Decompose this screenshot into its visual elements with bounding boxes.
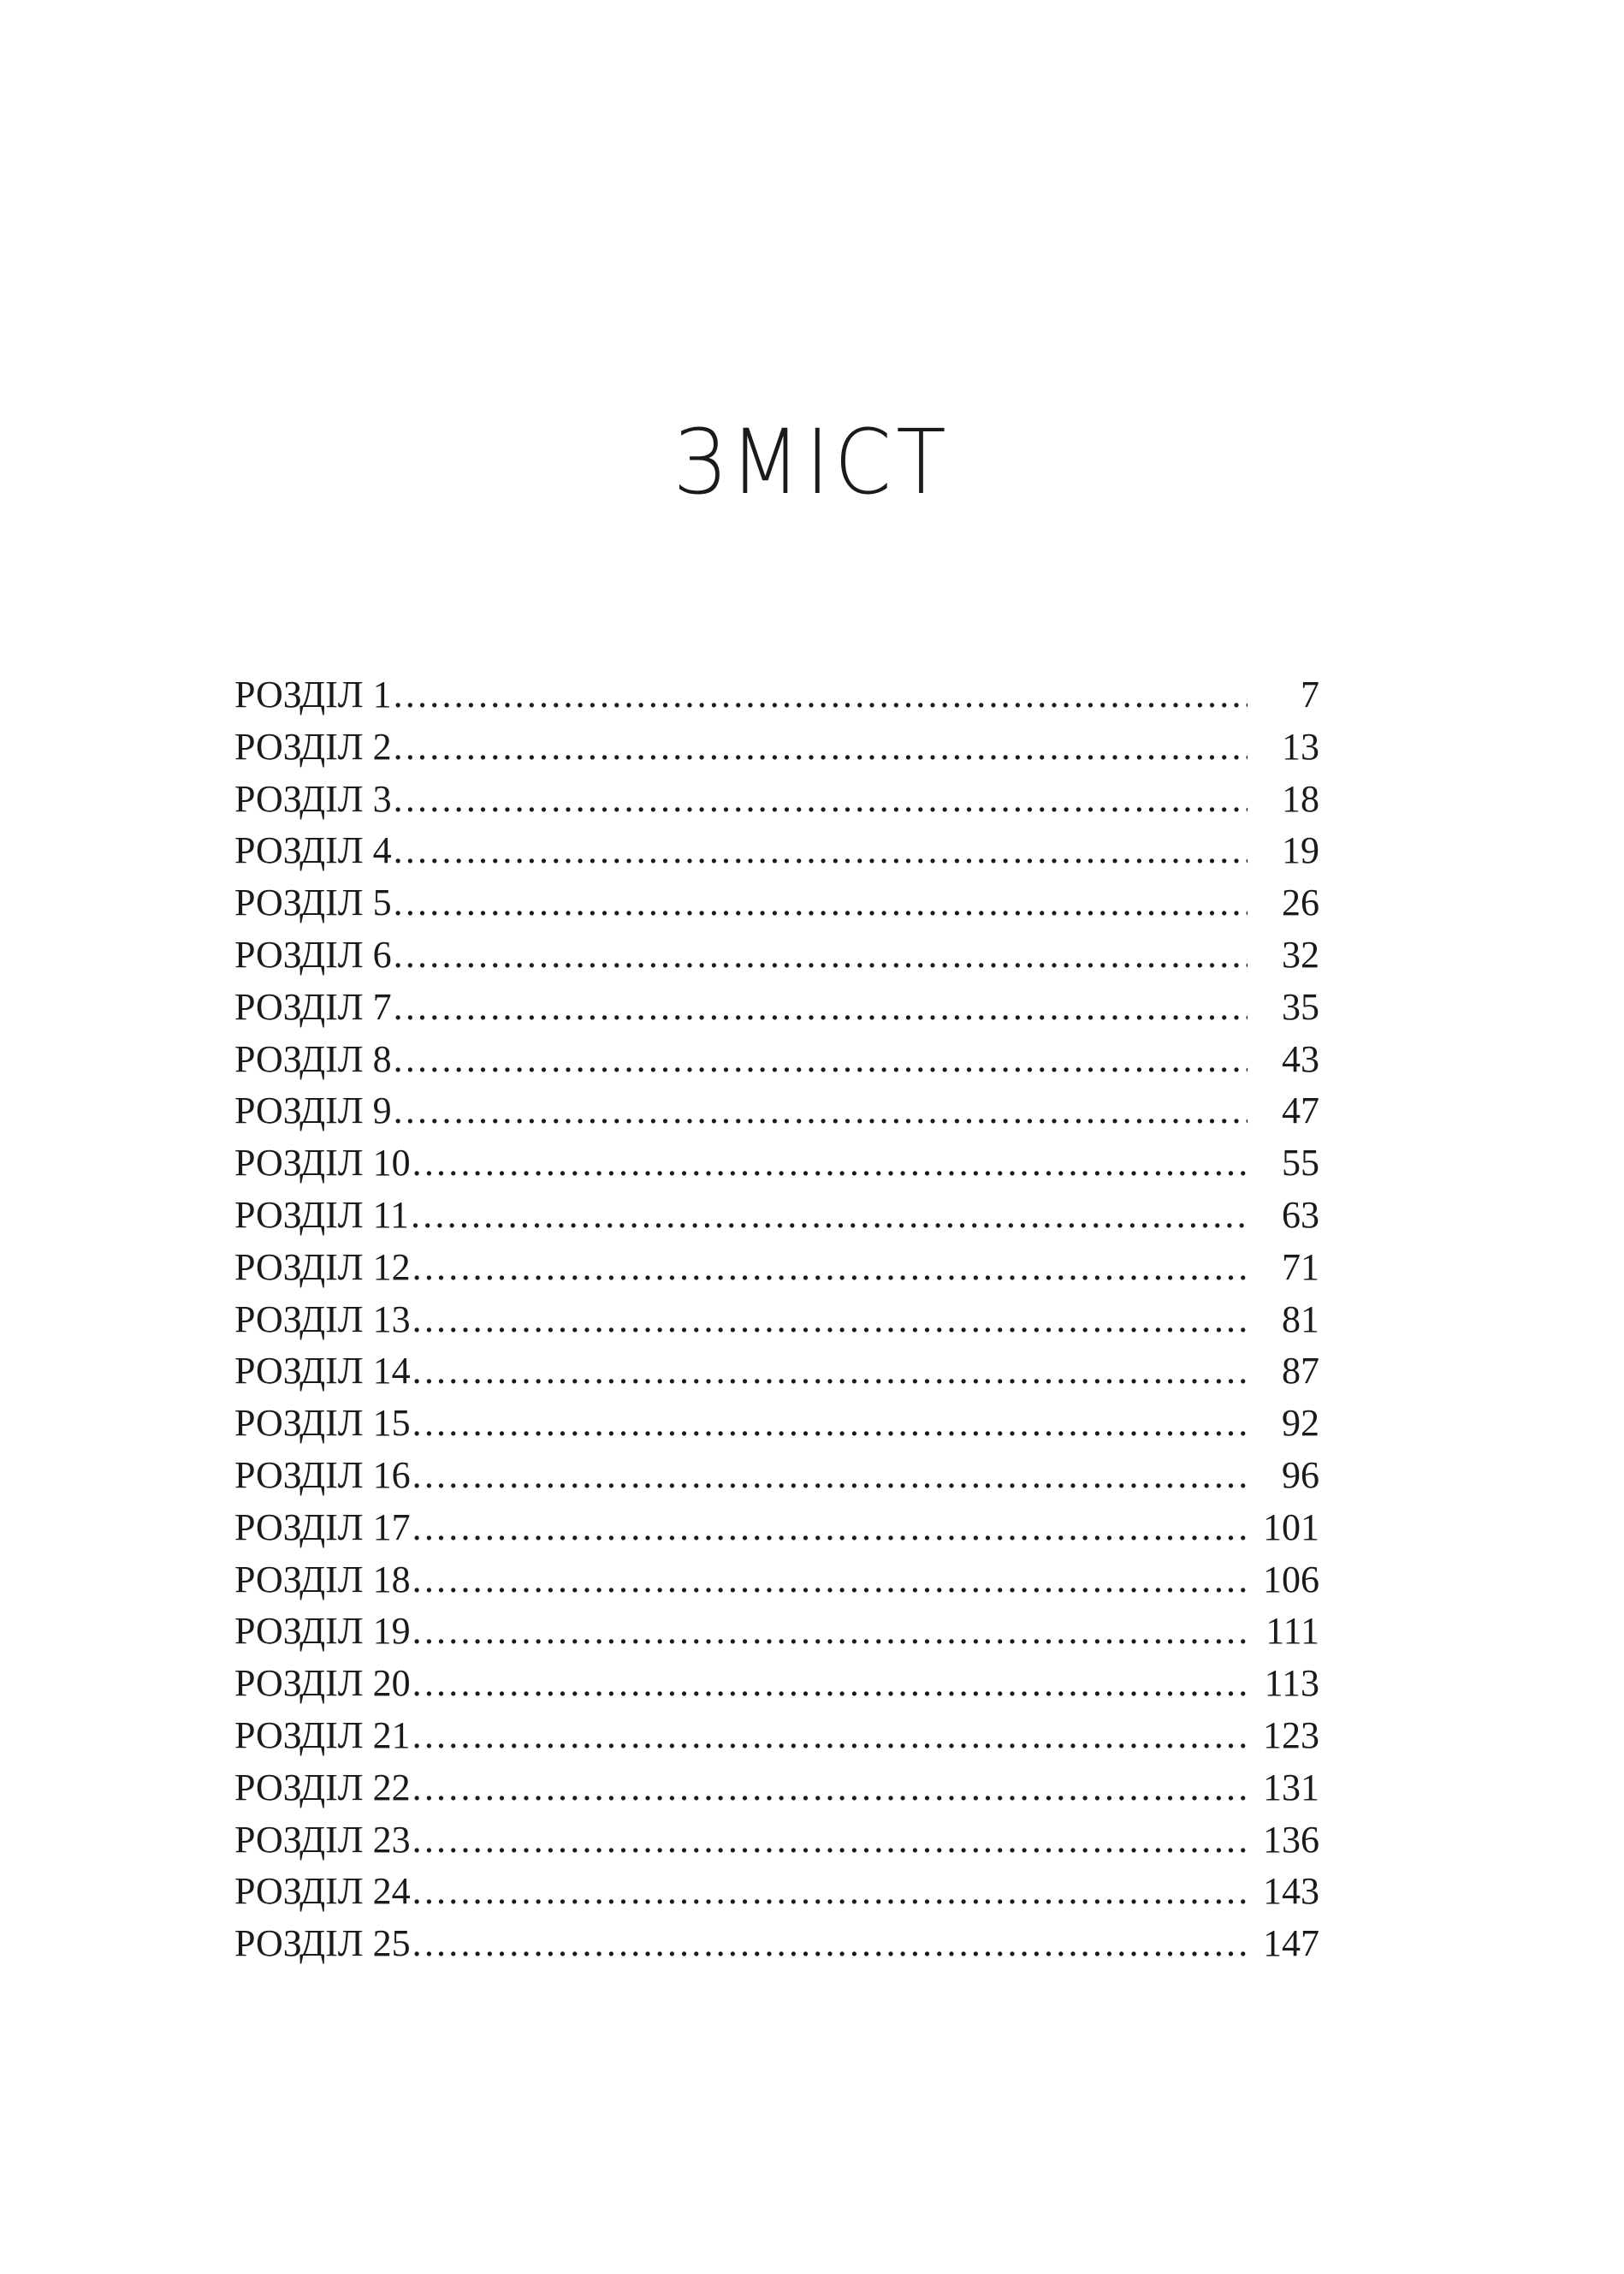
toc-entry [234, 774, 1319, 826]
toc-entry-page-number: 101 [1263, 1505, 1319, 1548]
toc-dot-leader [412, 1554, 1248, 1606]
toc-entry-page-number: 131 [1263, 1766, 1319, 1808]
toc-dot-leader [412, 1345, 1248, 1397]
toc-entry [234, 1502, 1319, 1554]
toc-entry-page-number: 143 [1263, 1870, 1319, 1913]
toc-entry [234, 1814, 1319, 1867]
page-title: ЗМІСТ [673, 410, 951, 514]
toc-dot-leader [412, 1502, 1248, 1553]
toc-entry [234, 1606, 1319, 1658]
toc-entry-page-number: 18 [1282, 777, 1319, 820]
toc-entry-label: РОЗДІЛ 8 [234, 1037, 392, 1080]
toc-dot-leader [394, 1034, 1248, 1085]
toc-dot-leader [412, 1658, 1248, 1709]
toc-entry-page-number: 106 [1263, 1558, 1319, 1600]
toc-entry-label: РОЗДІЛ 4 [234, 829, 392, 872]
toc-entry-page-number: 19 [1282, 829, 1319, 872]
toc-dot-leader [412, 1606, 1248, 1657]
toc-entry-label: РОЗДІЛ 16 [234, 1453, 411, 1496]
toc-entry-label: РОЗДІЛ 12 [234, 1245, 411, 1288]
toc-dot-leader [394, 721, 1248, 773]
toc-entry-label: РОЗДІЛ 9 [234, 1090, 392, 1132]
toc-dot-leader [412, 1294, 1248, 1345]
toc-entry-label: РОЗДІЛ 11 [234, 1193, 410, 1236]
toc-dot-leader [394, 1085, 1248, 1137]
toc-entry [234, 825, 1319, 877]
toc-entry-label: РОЗДІЛ 24 [234, 1870, 411, 1913]
toc-dot-leader [394, 982, 1248, 1033]
toc-dot-leader [412, 1398, 1248, 1449]
toc-entry-page-number: 26 [1282, 882, 1319, 924]
toc-dot-leader [412, 1762, 1248, 1814]
toc-entry-label: РОЗДІЛ 3 [234, 777, 392, 820]
toc-entry [234, 982, 1319, 1034]
toc-dot-leader [412, 1450, 1248, 1501]
toc-entry-page-number: 43 [1282, 1037, 1319, 1080]
toc-entry [234, 669, 1319, 721]
toc-entry-label: РОЗДІЛ 2 [234, 725, 392, 768]
toc-entry-page-number: 92 [1282, 1402, 1319, 1445]
toc-entry-label: РОЗДІЛ 10 [234, 1142, 411, 1184]
toc-entry-page-number: 113 [1264, 1662, 1319, 1705]
toc-entry [234, 1554, 1319, 1606]
toc-entry-page-number: 47 [1282, 1090, 1319, 1132]
toc-dot-leader [411, 1190, 1248, 1241]
toc-entry-label: РОЗДІЛ 19 [234, 1610, 411, 1653]
toc-entry [234, 1762, 1319, 1814]
toc-dot-leader [394, 774, 1248, 825]
toc-entry [234, 1398, 1319, 1450]
toc-entry-page-number: 7 [1301, 674, 1319, 715]
toc-entry-label: РОЗДІЛ 5 [234, 882, 392, 924]
toc-entry-page-number: 96 [1282, 1453, 1319, 1496]
toc-entry [234, 929, 1319, 982]
toc-entry-page-number: 55 [1282, 1142, 1319, 1184]
toc-entry-label: РОЗДІЛ 25 [234, 1922, 411, 1965]
toc-entry [234, 1137, 1319, 1190]
toc-entry-label: РОЗДІЛ 14 [234, 1350, 411, 1392]
toc-entry-page-number: 71 [1282, 1245, 1319, 1288]
toc-entry-label: РОЗДІЛ 17 [234, 1505, 411, 1548]
toc-entry-page-number: 87 [1282, 1350, 1319, 1392]
toc-dot-leader [394, 877, 1248, 929]
toc-entry [234, 877, 1319, 929]
toc-entry-page-number: 35 [1282, 985, 1319, 1028]
toc-entry-label: РОЗДІЛ 15 [234, 1402, 411, 1445]
toc-entry-page-number: 63 [1282, 1193, 1319, 1236]
toc-entry-page-number: 111 [1265, 1610, 1319, 1653]
toc-entry [234, 1866, 1319, 1918]
toc-entry-label: РОЗДІЛ 22 [234, 1766, 411, 1808]
toc-dot-leader [394, 929, 1248, 981]
toc-entry-page-number: 13 [1282, 725, 1319, 768]
toc-dot-leader [412, 1814, 1248, 1866]
toc-entry [234, 1450, 1319, 1502]
toc-entry [234, 1710, 1319, 1762]
toc-entry [234, 1242, 1319, 1294]
toc-entry [234, 1085, 1319, 1137]
toc-entry [234, 1658, 1319, 1710]
toc-dot-leader [412, 1918, 1248, 1969]
toc-dot-leader [394, 825, 1248, 876]
toc-entry-label: РОЗДІЛ 20 [234, 1662, 411, 1705]
toc-dot-leader [394, 669, 1248, 721]
table-of-contents [234, 669, 1319, 1970]
toc-entry-label: РОЗДІЛ 18 [234, 1558, 411, 1600]
toc-entry [234, 721, 1319, 774]
toc-dot-leader [412, 1242, 1248, 1293]
toc-entry [234, 1294, 1319, 1346]
toc-entry-label: РОЗДІЛ 7 [234, 985, 392, 1028]
toc-entry [234, 1190, 1319, 1242]
toc-entry-page-number: 81 [1282, 1297, 1319, 1340]
toc-entry-page-number: 123 [1263, 1713, 1319, 1756]
toc-entry-page-number: 136 [1263, 1818, 1319, 1861]
toc-entry [234, 1918, 1319, 1970]
toc-entry [234, 1034, 1319, 1086]
toc-entry [234, 1345, 1319, 1398]
toc-dot-leader [412, 1137, 1248, 1189]
toc-entry-label: РОЗДІЛ 1 [234, 674, 392, 715]
toc-dot-leader [412, 1710, 1248, 1761]
toc-entry-label: РОЗДІЛ 23 [234, 1818, 411, 1861]
toc-entry-label: РОЗДІЛ 13 [234, 1297, 411, 1340]
toc-dot-leader [412, 1866, 1248, 1917]
toc-entry-page-number: 147 [1263, 1922, 1319, 1965]
toc-entry-label: РОЗДІЛ 21 [234, 1713, 411, 1756]
toc-entry-label: РОЗДІЛ 6 [234, 933, 392, 976]
toc-entry-page-number: 32 [1282, 933, 1319, 976]
